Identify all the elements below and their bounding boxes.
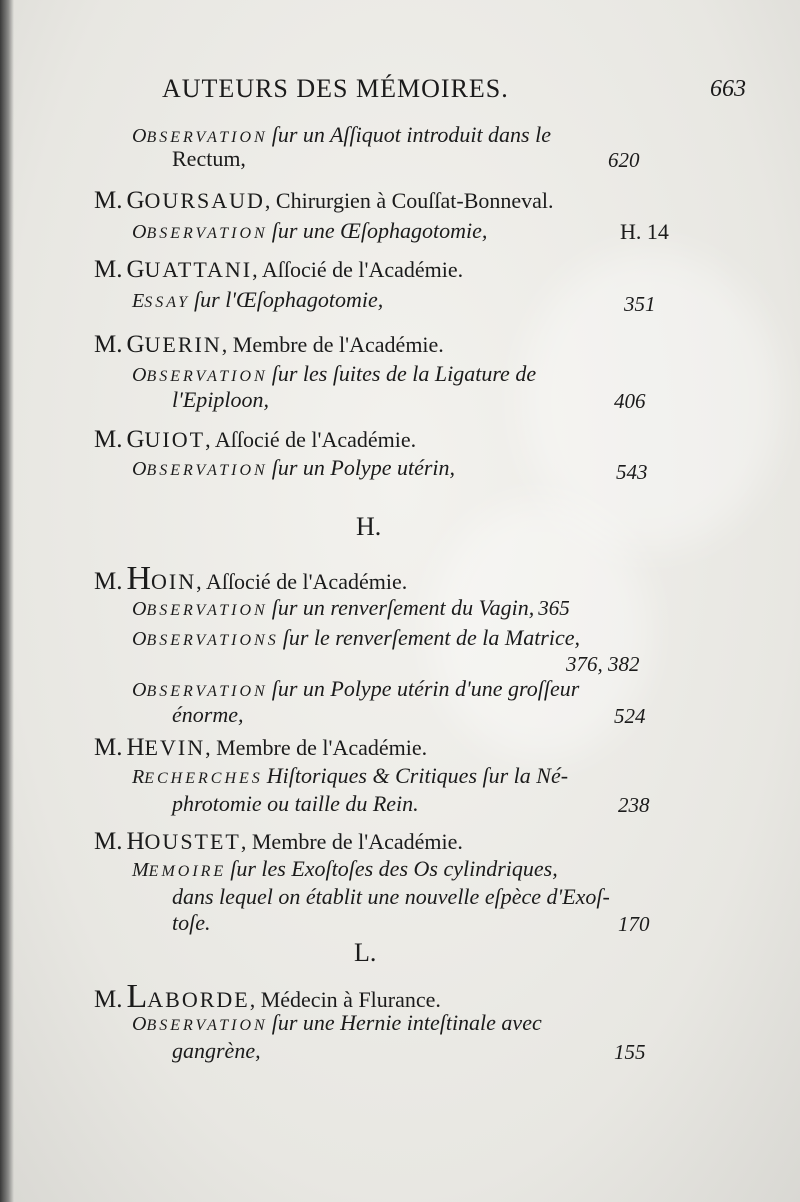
page-ref: 155 <box>614 1040 646 1064</box>
work-title: ſur une Œſophagotomie, <box>271 218 488 243</box>
work-line <box>132 218 487 244</box>
work-type-initial: O <box>132 1013 147 1035</box>
author-name: UATTANI <box>144 257 253 282</box>
work-type-initial: O <box>132 458 147 480</box>
work-line <box>132 287 383 313</box>
work-type: BSERVATION <box>146 602 268 619</box>
page-ref: 376, 382 <box>566 652 640 676</box>
page-ref: 620 <box>608 148 640 172</box>
work-title: Hiſtoriques & Critiques ſur la Né- <box>266 763 569 788</box>
work-line <box>132 361 536 387</box>
work-line <box>132 856 558 882</box>
author-line <box>94 734 427 762</box>
work-title: ſur un renverſement du Vagin, <box>271 595 535 620</box>
work-type: BSERVATION <box>146 129 268 146</box>
author-initial: H <box>126 560 152 597</box>
author-initial: G <box>126 187 145 214</box>
work-line <box>132 122 551 148</box>
author-desc: , Aſſocié de l'Académie. <box>196 569 408 594</box>
page-ref: 406 <box>614 389 646 413</box>
author-desc: , Chirurgien à Couſſat-Bonneval. <box>264 188 554 213</box>
work-type: BSERVATION <box>146 1017 268 1034</box>
author-initial: L <box>126 978 148 1015</box>
page-ref: 170 <box>618 912 650 936</box>
work-title: ſur le renverſement de la Matrice, <box>282 625 581 650</box>
author-initial: G <box>126 256 145 283</box>
work-line <box>132 763 568 789</box>
work-type-initial: O <box>132 364 147 386</box>
page-ref: 351 <box>624 292 656 316</box>
page-ref: 524 <box>614 704 646 728</box>
author-name: ABORDE <box>147 987 250 1012</box>
author-prefix: M. <box>94 331 123 358</box>
work-line <box>132 625 580 651</box>
work-title: ſur l'Œſophagotomie, <box>194 287 384 312</box>
work-type: BSERVATION <box>146 462 268 479</box>
author-desc: , Membre de l'Académie. <box>221 332 444 357</box>
work-type-initial: O <box>132 679 147 701</box>
work-title: ſur un Polype utérin d'une groſſeur <box>271 676 580 701</box>
work-type: BSERVATION <box>146 225 268 242</box>
page-ref: 238 <box>618 793 650 817</box>
author-line <box>94 331 444 359</box>
author-line <box>94 187 554 215</box>
author-name: UIOT <box>144 427 206 452</box>
work-type-initial: M <box>132 859 149 881</box>
work-type: BSERVATIONS <box>146 632 279 649</box>
author-desc: , Membre de l'Académie. <box>205 735 428 760</box>
section-letter: H. <box>356 512 382 541</box>
author-desc: , Aſſocié de l'Académie. <box>205 427 417 452</box>
work-title-cont: phrotomie ou taille du Rein. <box>172 791 419 816</box>
work-type: SSAY <box>144 294 191 311</box>
page-ref: 543 <box>616 460 648 484</box>
work-title: ſur les ſuites de la Ligature de <box>271 361 537 386</box>
running-title: AUTEURS DES MÉMOIRES. <box>162 74 509 103</box>
author-desc: , Membre de l'Académie. <box>240 829 463 854</box>
page-gutter-shadow <box>0 0 14 1202</box>
work-title-cont: Rectum, <box>172 146 246 171</box>
work-type-initial: O <box>132 221 147 243</box>
author-name: OUSTET <box>144 829 241 854</box>
work-title-cont: toſe. <box>172 910 211 935</box>
work-title-cont: l'Epiploon, <box>172 387 269 412</box>
page-ref: H. 14 <box>620 219 669 244</box>
work-type: ECHERCHES <box>144 770 263 787</box>
work-type-initial: E <box>132 290 145 312</box>
author-line <box>94 560 407 598</box>
work-line <box>132 1010 542 1036</box>
author-prefix: M. <box>94 734 123 761</box>
work-type-initial: O <box>132 598 147 620</box>
author-initial: G <box>126 331 145 358</box>
author-line <box>94 828 463 856</box>
author-prefix: M. <box>94 986 123 1013</box>
author-line <box>94 426 416 454</box>
author-initial: H <box>126 734 145 761</box>
author-prefix: M. <box>94 568 123 595</box>
author-prefix: M. <box>94 426 123 453</box>
author-prefix: M. <box>94 828 123 855</box>
work-type: BSERVATION <box>146 368 268 385</box>
work-title: ſur les Exoſtoſes des Os cylindriques, <box>230 856 558 881</box>
author-name: OIN <box>151 569 197 594</box>
work-type-initial: O <box>132 125 147 147</box>
author-desc: , Médecin à Flurance. <box>249 987 441 1012</box>
work-type-initial: O <box>132 628 147 650</box>
author-name: UERIN <box>144 332 222 357</box>
page-number: 663 <box>710 76 746 102</box>
author-desc: , Aſſocié de l'Académie. <box>252 257 464 282</box>
work-line <box>132 676 579 702</box>
work-type: BSERVATION <box>146 683 268 700</box>
author-initial: H <box>126 828 145 855</box>
page-ref: 365 <box>538 596 570 620</box>
work-type: EMOIRE <box>148 863 227 880</box>
section-letter: L. <box>354 938 377 967</box>
work-line <box>132 595 570 621</box>
work-title: ſur un Polype utérin, <box>271 455 456 480</box>
work-line <box>132 455 455 481</box>
work-title-cont: énorme, <box>172 702 244 727</box>
author-name: OURSAUD <box>144 188 265 213</box>
work-title-cont: dans lequel on établit une nouvelle eſpèce d'Exoſ- <box>172 884 610 909</box>
work-title: ſur un Aſſiquot introduit dans le <box>271 122 551 147</box>
author-name: EVIN <box>144 735 206 760</box>
work-title-cont: gangrène, <box>172 1038 261 1063</box>
work-title: ſur une Hernie inteſtinale avec <box>271 1010 542 1035</box>
work-type-initial: R <box>132 766 145 788</box>
author-prefix: M. <box>94 187 123 214</box>
author-prefix: M. <box>94 256 123 283</box>
author-initial: G <box>126 426 145 453</box>
author-line <box>94 256 463 284</box>
